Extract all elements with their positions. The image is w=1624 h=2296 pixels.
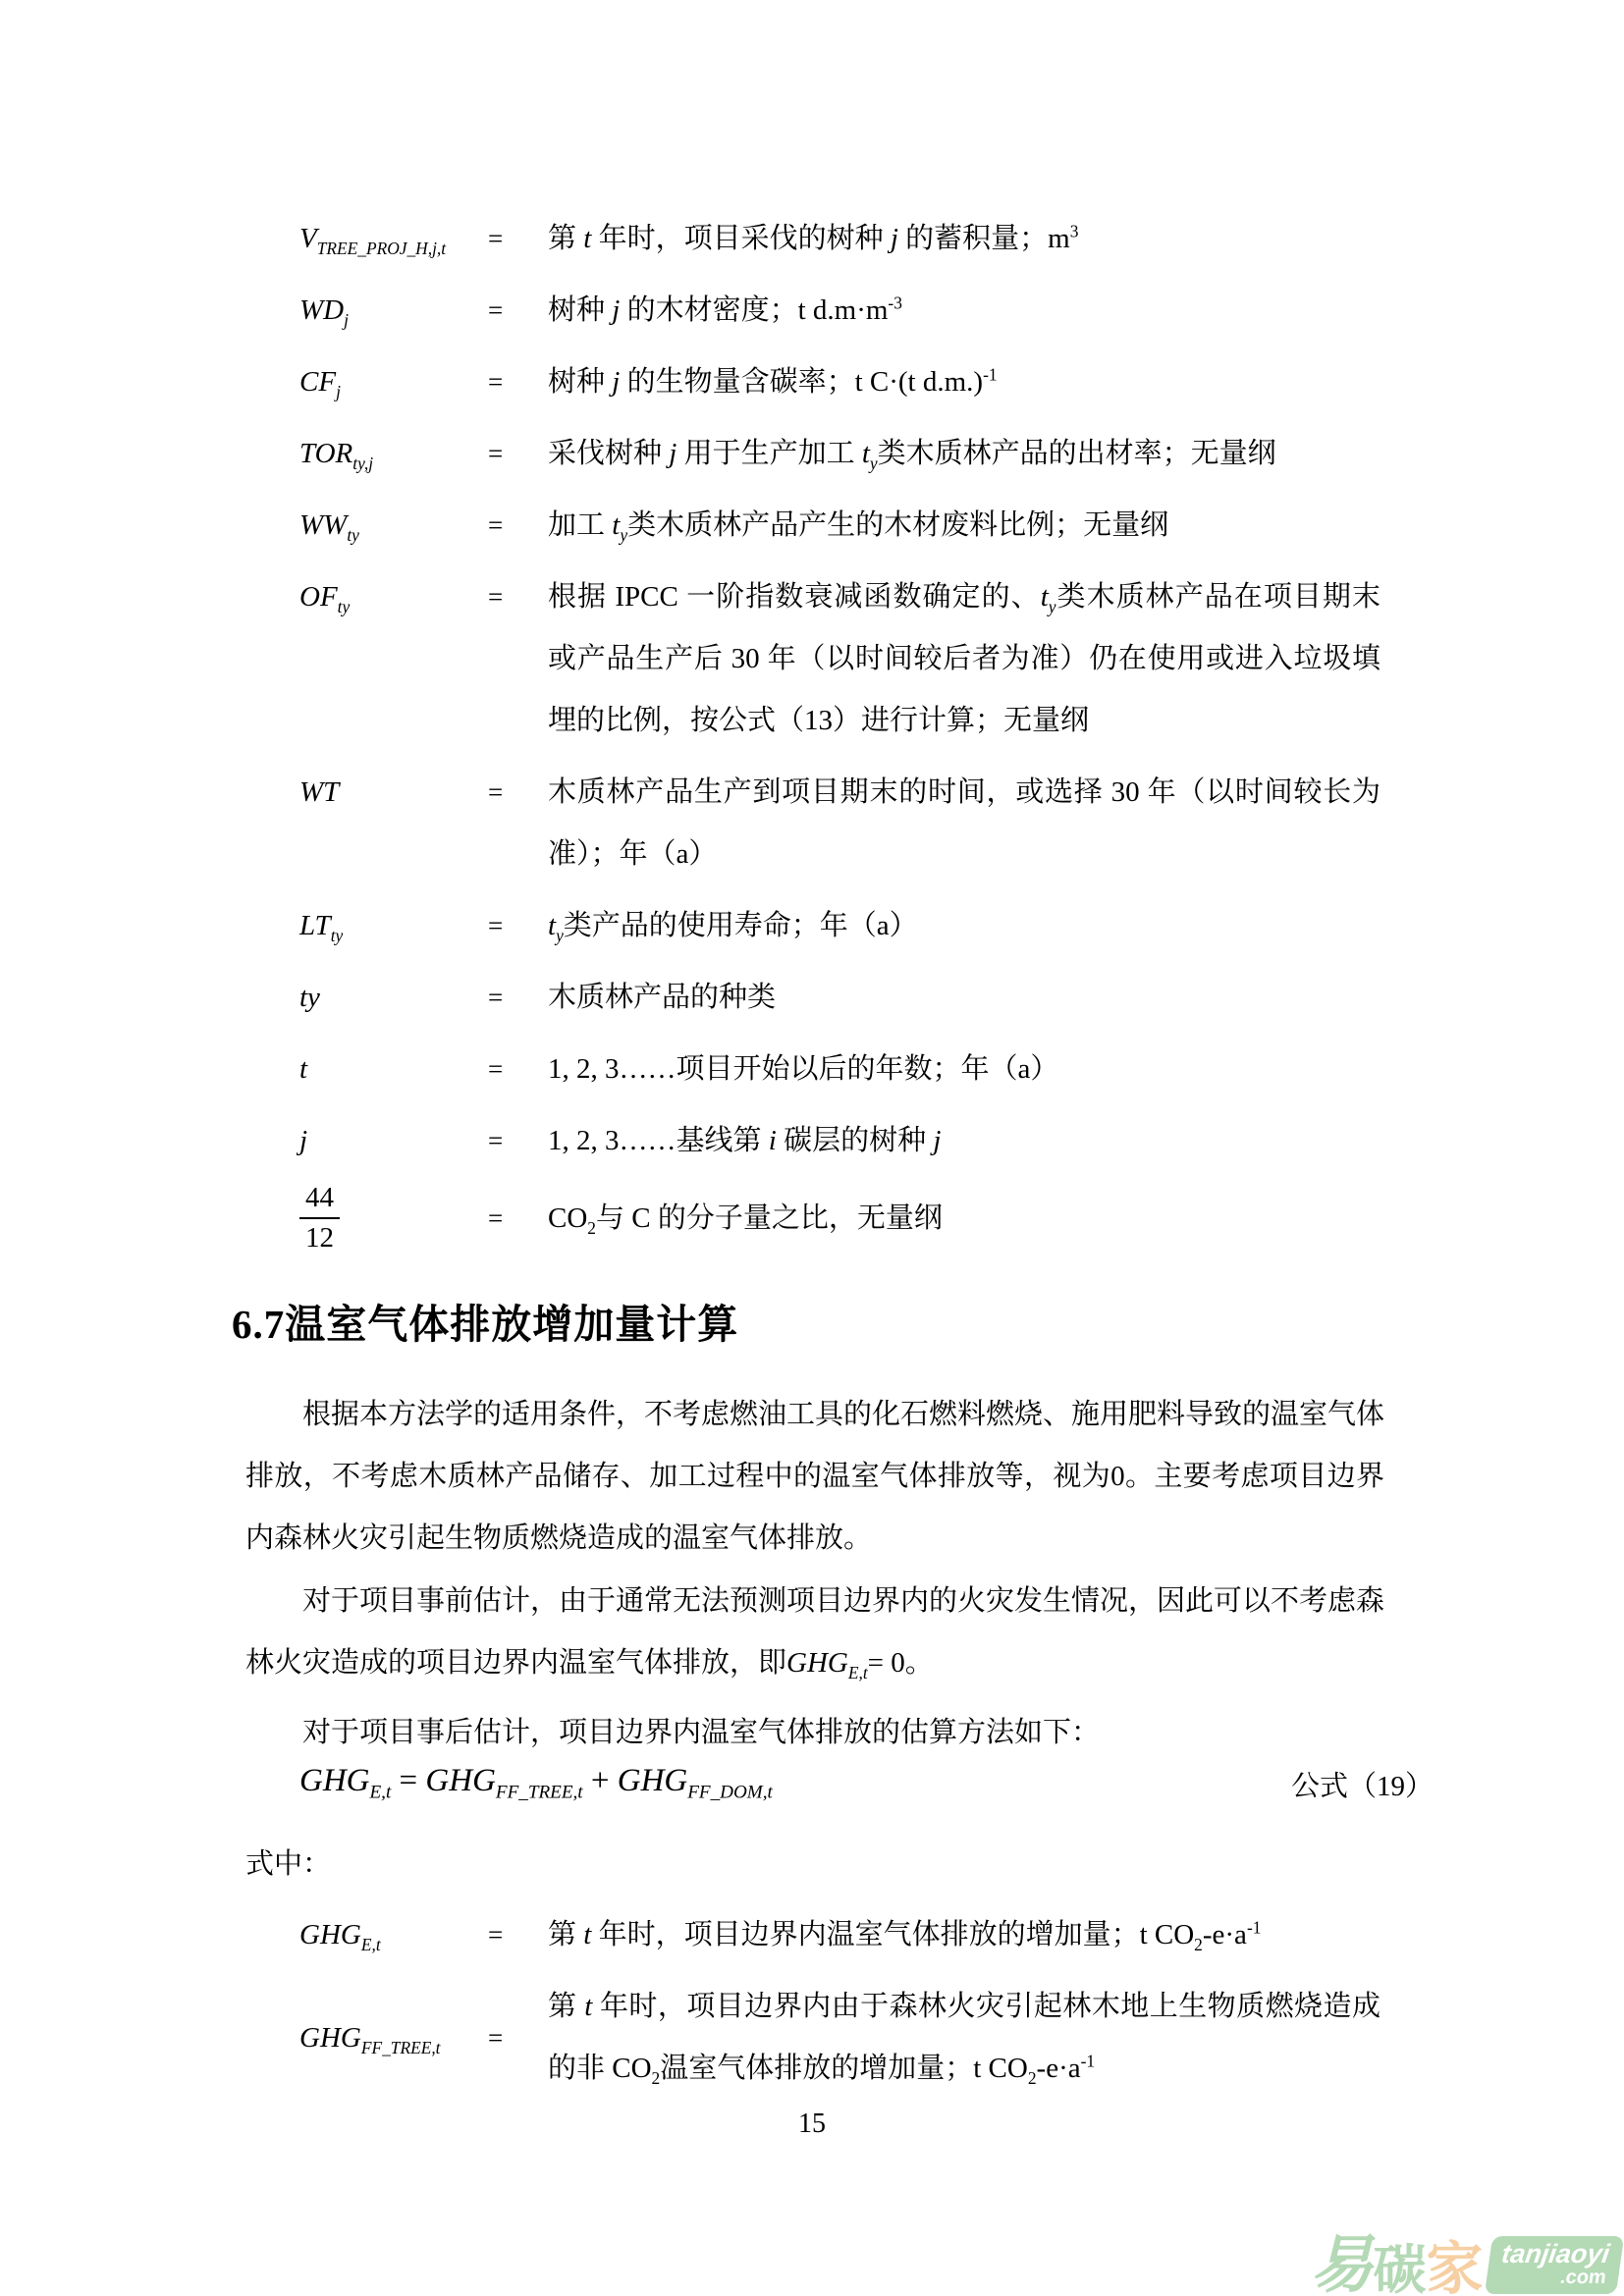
paragraph-3: 对于项目事后估计，项目边界内温室气体排放的估算方法如下： xyxy=(302,1717,1101,1748)
term-wd: $WD_j$ xyxy=(299,294,349,330)
fraction-numerator: 44 xyxy=(299,1182,340,1219)
definition-text: 采伐树种 j 用于生产加工 $t_y$类木质林产品的出材率；无量纲 xyxy=(548,438,1276,473)
equals-sign: = xyxy=(488,1920,504,1949)
equals-sign: = xyxy=(488,295,504,325)
definition-text: 第 t 年时，项目边界内温室气体排放的增加量；t $CO_2-e\cdot a^{-1}$ xyxy=(548,1917,1262,1954)
definition-text: 树种 j 的生物量含碳率；t C·(t d.m.)$^{-1}$ xyxy=(548,364,998,398)
term-fraction-44-12 xyxy=(299,1182,488,1255)
term-cf: $CF_j$ xyxy=(299,366,341,401)
definition-row xyxy=(299,1039,1380,1100)
definition-text: 第 t 年时，项目采伐的树种 j 的蓄积量；$m^3$ xyxy=(548,221,1079,254)
equals-sign: = xyxy=(488,1126,504,1155)
watermark-logo-character: 易 xyxy=(1310,2230,1374,2296)
formula-intro-label: 式中： xyxy=(245,1848,332,1880)
paragraph-2: 对于项目事前估计，由于通常无法预测项目边界内的火灾发生情况，因此可以不考虑森林火灾造成的项目边界内温室气体排放，即$GHG_{E,t}= 0$。 xyxy=(245,1585,1385,1682)
definition-row xyxy=(299,280,1380,342)
site-watermark xyxy=(1310,2230,1620,2296)
term-ghg-ff-tree-t: $GHG_{FF\_TREE,t}$ xyxy=(299,2021,441,2057)
term-v-tree-proj: $V_{TREE\_PROJ\_H,j,t}$ xyxy=(299,223,447,258)
paragraph-1: 根据本方法学的适用条件，不考虑燃油工具的化石燃料燃烧、施用肥料导致的温室气体排放，不考虑木质林产品储存、加工过程中的温室气体排放等，视为0。主要考虑项目边界内森林火灾引起生物质燃烧造成的温室气体排放。 xyxy=(245,1399,1385,1554)
watermark-domain-badge xyxy=(1485,2236,1624,2294)
variable-definition-list xyxy=(299,208,1380,1265)
definition-row xyxy=(299,1182,1380,1255)
definition-row xyxy=(299,1904,1380,1966)
definition-text: 1, 2, 3……基线第 i 碳层的树种 j xyxy=(548,1125,942,1156)
formula-19-expression: $GHG_{E,t} = GHG_{FF\_TREE,t} + GHG_{FF\_DOM,t}$ xyxy=(299,1763,773,1803)
equals-sign: = xyxy=(488,582,504,612)
term-ww: $WW_{ty}$ xyxy=(299,509,359,545)
definition-row xyxy=(299,351,1380,413)
definition-text: 加工 $t_y$类木质林产品产生的木材废料比例；无量纲 xyxy=(548,509,1169,545)
term-of: $OF_{ty}$ xyxy=(299,581,351,616)
definition-row xyxy=(299,566,1380,752)
equals-sign: = xyxy=(488,983,504,1012)
definition-text: 树种 j 的木材密度；t $d.m\cdot m^{-3}$ xyxy=(548,293,902,326)
watermark-character-tan: 碳 xyxy=(1373,2240,1427,2296)
term-ty: ty xyxy=(299,982,320,1013)
formula-19-row xyxy=(299,1759,1434,1804)
fraction-denominator: 12 xyxy=(305,1222,334,1255)
definition-row xyxy=(299,495,1380,557)
equals-sign: = xyxy=(488,911,504,940)
definition-text: $CO_2$与 C 的分子量之比，无量纲 xyxy=(548,1201,943,1238)
equals-sign: = xyxy=(488,439,504,468)
equals-sign: = xyxy=(488,1054,504,1084)
definition-text: 木质林产品生产到项目期末的时间，或选择 30 年（以时间较长为准）；年（a） xyxy=(548,776,1380,870)
equals-sign: = xyxy=(488,510,504,540)
definition-row xyxy=(299,208,1380,270)
watermark-domain-name: tanjiaoyi xyxy=(1500,2238,1612,2269)
definition-row xyxy=(299,423,1380,485)
equals-sign: = xyxy=(488,367,504,397)
definition-row xyxy=(299,1110,1380,1172)
definition-text: 木质林产品的种类 xyxy=(548,982,777,1013)
watermark-domain-tld: .com xyxy=(1558,2267,1608,2288)
definition-row xyxy=(299,762,1380,885)
definition-text: 第 t 年时，项目边界内由于森林火灾引起林木地上生物质燃烧造成的非 $CO_2$温室气体排放的增加量；t $CO_2-e\cdot a^{-1}$ xyxy=(548,1991,1380,2088)
equals-sign: = xyxy=(488,1202,504,1233)
section-heading: 6.7温室气体排放增加量计算 xyxy=(232,1302,739,1347)
definition-row xyxy=(299,967,1380,1029)
term-tor: $TOR_{ty,j}$ xyxy=(299,438,374,473)
term-t: t xyxy=(299,1053,308,1085)
term-ghg-e-t: $GHG_{E,t}$ xyxy=(299,1919,381,1954)
equals-sign: = xyxy=(488,224,504,253)
page-number: 15 xyxy=(798,2109,826,2139)
definition-text: 1, 2, 3……项目开始以后的年数；年（a） xyxy=(548,1053,1059,1085)
term-wt: WT xyxy=(299,776,340,808)
term-j: j xyxy=(299,1125,308,1156)
definition-row xyxy=(299,895,1380,957)
equals-sign: = xyxy=(488,2022,504,2053)
watermark-character-jia: 家 xyxy=(1426,2236,1484,2296)
ghg-definition-list xyxy=(299,1904,1380,2109)
equals-sign: = xyxy=(488,777,504,807)
formula-19-label: 公式（19） xyxy=(1290,1771,1434,1802)
definition-text: $t_y$类产品的使用寿命；年（a） xyxy=(548,910,918,945)
term-lt: $LT_{ty}$ xyxy=(299,910,344,945)
definition-text: 根据 IPCC 一阶指数衰减函数确定的、$t_y$类木质林产品在项目期末或产品生产后 30 年（以时间较后者为准）仍在使用或进入垃圾填埋的比例，按公式（13）进行计算；无量纲 xyxy=(548,581,1380,736)
definition-row xyxy=(299,1976,1380,2100)
fraction-44-12 xyxy=(299,1182,340,1255)
